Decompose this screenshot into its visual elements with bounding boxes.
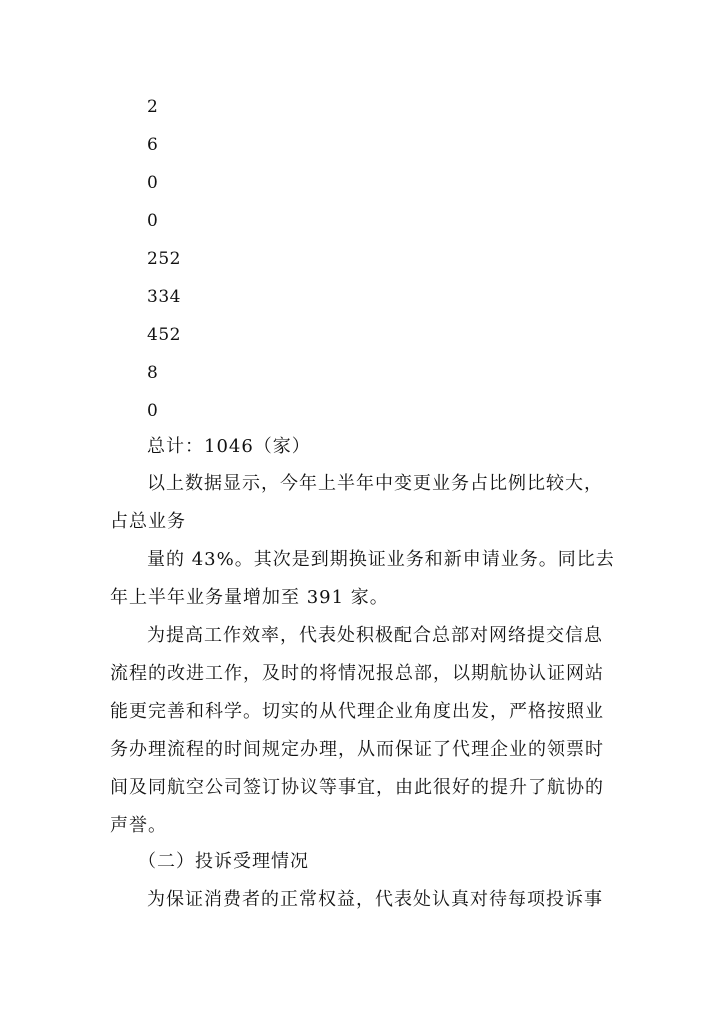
data-value: 0 [147, 173, 159, 193]
paragraph-line: 声誉。 [110, 815, 167, 836]
data-value: 452 [147, 325, 181, 345]
data-value: 6 [147, 135, 159, 155]
paragraph-line: 为保证消费者的正常权益，代表处认真对待每项投诉事 [147, 889, 603, 910]
paragraph-line: 占总业务 [110, 511, 186, 532]
paragraph-line: 流程的改进工作，及时的将情况报总部，以期航协认证网站 [110, 663, 604, 684]
data-value: 334 [147, 287, 181, 307]
paragraph-line: 能更完善和科学。切实的从代理企业角度出发，严格按照业 [110, 701, 604, 722]
data-value: 0 [147, 401, 159, 421]
total-line: 总计：1046（家） [147, 436, 311, 457]
data-value: 8 [147, 363, 159, 383]
paragraph-line: 以上数据显示，今年上半年中变更业务占比例比较大， [147, 473, 603, 494]
paragraph-line: 为提高工作效率，代表处积极配合总部对网络提交信息 [147, 625, 603, 646]
paragraph-line: 量的 43%。其次是到期换证业务和新申请业务。同比去 [147, 549, 615, 570]
data-value: 2 [147, 97, 159, 117]
paragraph-line: 务办理流程的时间规定办理，从而保证了代理企业的领票时 [110, 739, 604, 760]
data-value: 252 [147, 249, 181, 269]
paragraph-line: 间及同航空公司签订协议等事宜，由此很好的提升了航协的 [110, 777, 604, 798]
section-heading: （二）投诉受理情况 [138, 851, 309, 872]
data-value: 0 [147, 211, 159, 231]
paragraph-line: 年上半年业务量增加至 391 家。 [110, 587, 389, 608]
